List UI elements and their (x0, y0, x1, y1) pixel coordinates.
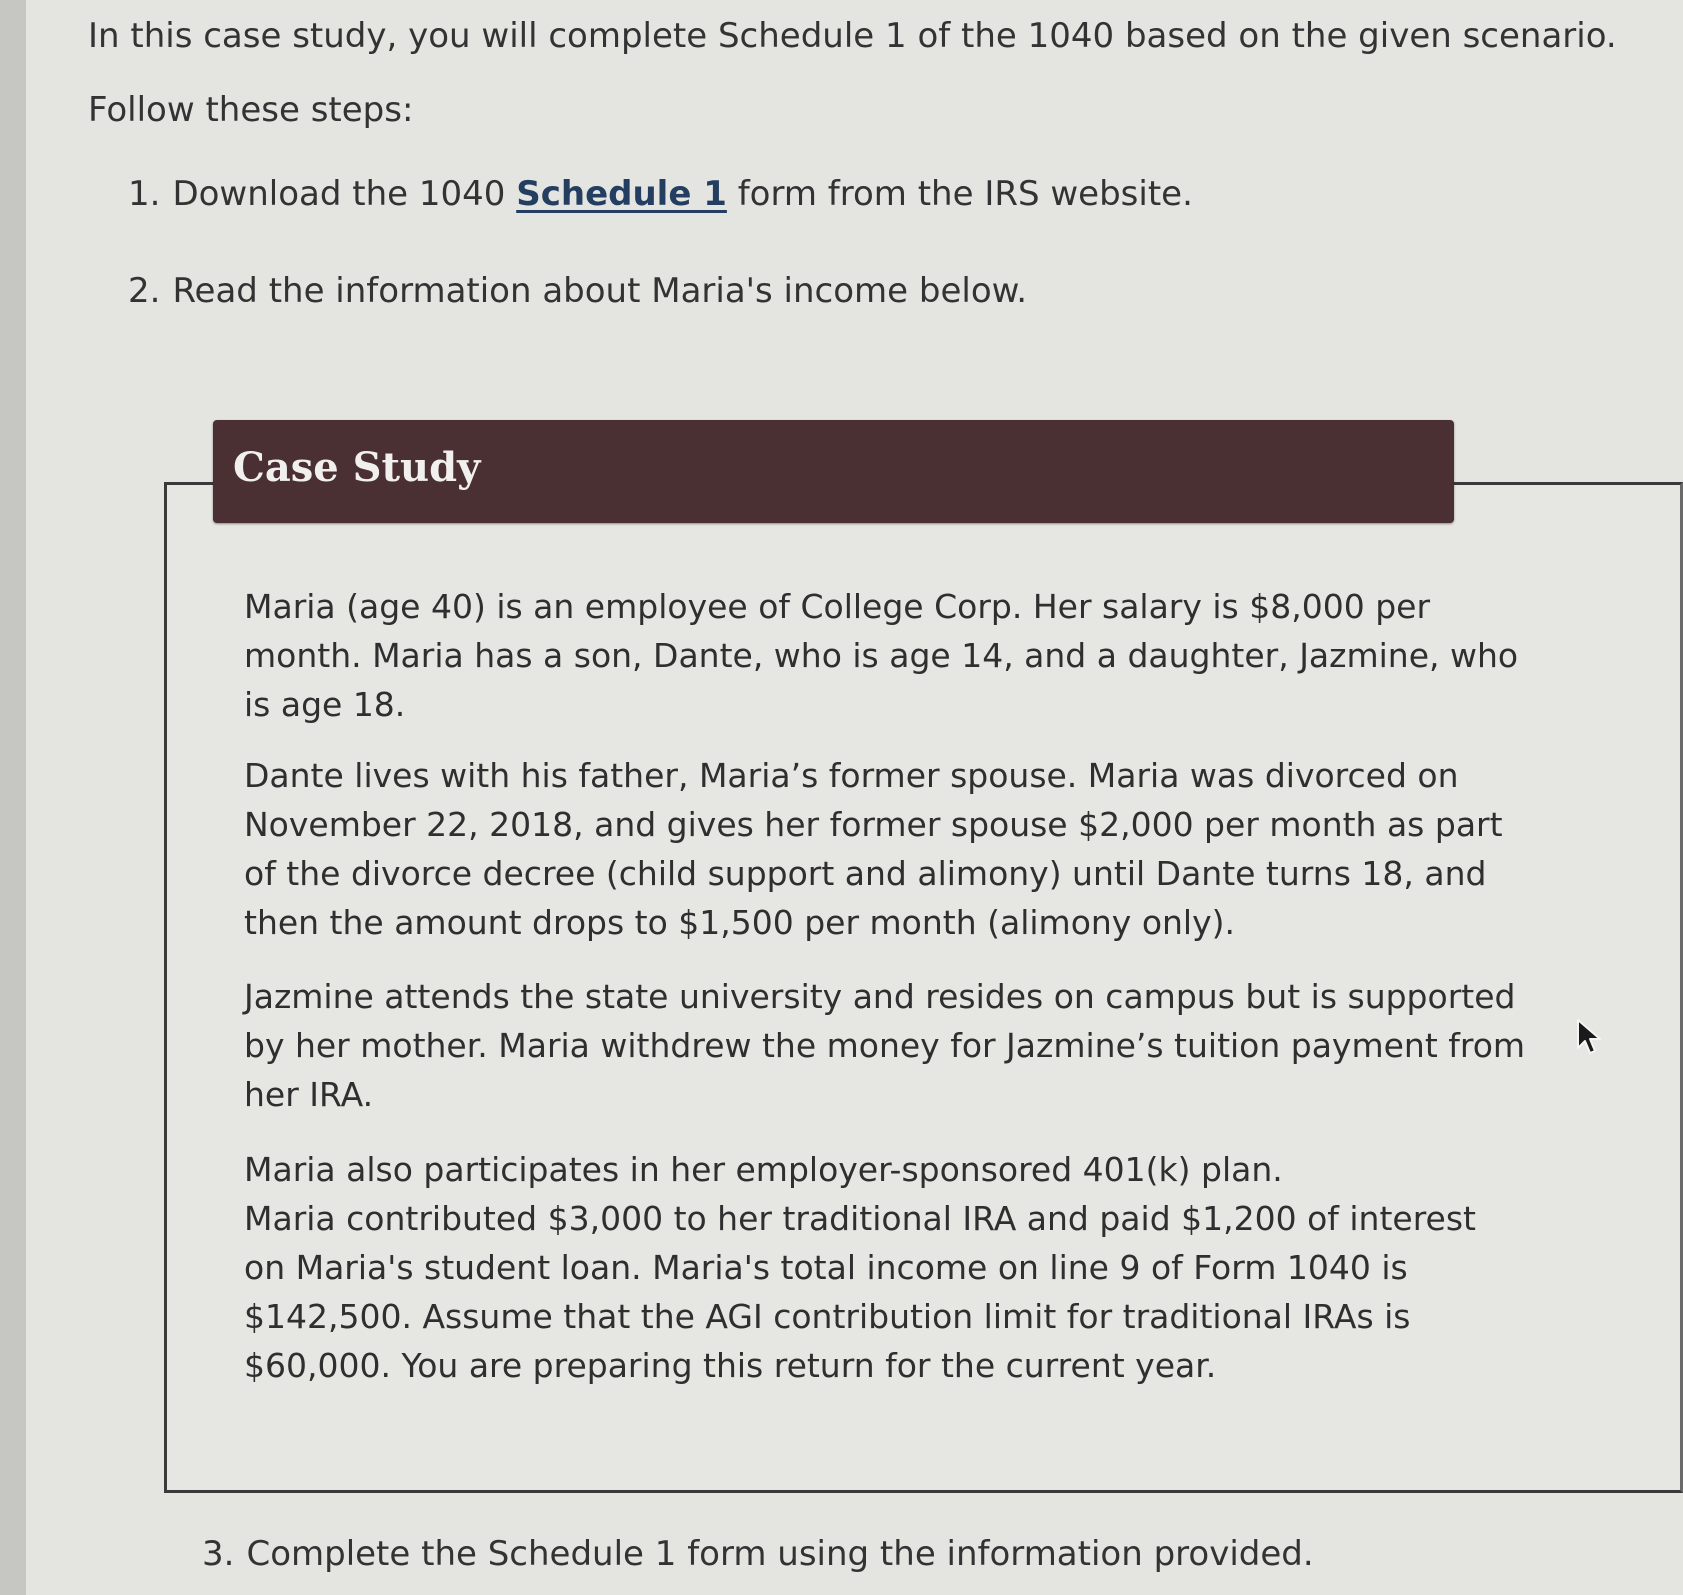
screen-left-edge (0, 0, 26, 1595)
paragraph-line: on Maria's student loan. Maria's total income on line 9 of Form 1040 is (244, 1248, 1408, 1287)
step-number: 3. (202, 1534, 235, 1574)
case-study-header (213, 420, 1454, 523)
case-paragraph-1 (244, 582, 1518, 729)
schedule-1-link[interactable]: Schedule 1 (516, 174, 727, 214)
paragraph-line: her IRA. (244, 1075, 374, 1114)
paragraph-line: $142,500. Assume that the AGI contribution limit for traditional IRAs is (244, 1297, 1411, 1336)
paragraph-line: Maria (age 40) is an employee of College Corp. Her salary is $8,000 per (244, 587, 1431, 626)
step-1-text-after: form from the IRS website. (737, 174, 1193, 214)
paragraph-line: then the amount drops to $1,500 per month (alimony only). (244, 903, 1235, 942)
case-study-title: Case Study (233, 444, 481, 491)
step-2-text: Read the information about Maria's income below. (172, 271, 1028, 311)
step-number: 1. (128, 174, 161, 214)
case-paragraph-3 (244, 972, 1525, 1119)
step-2 (128, 269, 1027, 313)
paragraph-line: November 22, 2018, and gives her former spouse $2,000 per month as part (244, 805, 1503, 844)
paragraph-line: Maria also participates in her employer-sponsored 401(k) plan. (244, 1150, 1283, 1189)
follow-steps-label: Follow these steps: (88, 90, 414, 130)
step-3-text: Complete the Schedule 1 form using the information provided. (246, 1534, 1314, 1574)
step-3 (202, 1532, 1314, 1576)
paragraph-line: Maria contributed $3,000 to her traditional IRA and paid $1,200 of interest (244, 1199, 1476, 1238)
step-1-text-before: Download the 1040 (172, 174, 506, 214)
case-paragraph-2 (244, 751, 1503, 947)
paragraph-line: $60,000. You are preparing this return for the current year. (244, 1346, 1217, 1385)
paragraph-line: is age 18. (244, 685, 406, 724)
paragraph-line: of the divorce decree (child support and alimony) until Dante turns 18, and (244, 854, 1487, 893)
paragraph-line: Jazmine attends the state university and resides on campus but is supported (244, 977, 1516, 1016)
paragraph-line: by her mother. Maria withdrew the money for Jazmine’s tuition payment from (244, 1026, 1526, 1065)
mouse-pointer-icon (1576, 1018, 1602, 1056)
page-content (26, 0, 1683, 1595)
step-1 (128, 172, 1193, 216)
paragraph-line: Dante lives with his father, Maria’s former spouse. Maria was divorced on (244, 756, 1459, 795)
paragraph-line: month. Maria has a son, Dante, who is age 14, and a daughter, Jazmine, who (244, 636, 1519, 675)
case-paragraph-4 (244, 1145, 1476, 1390)
step-number: 2. (128, 271, 161, 311)
intro-text: In this case study, you will complete Schedule 1 of the 1040 based on the given scenario. (88, 16, 1617, 56)
